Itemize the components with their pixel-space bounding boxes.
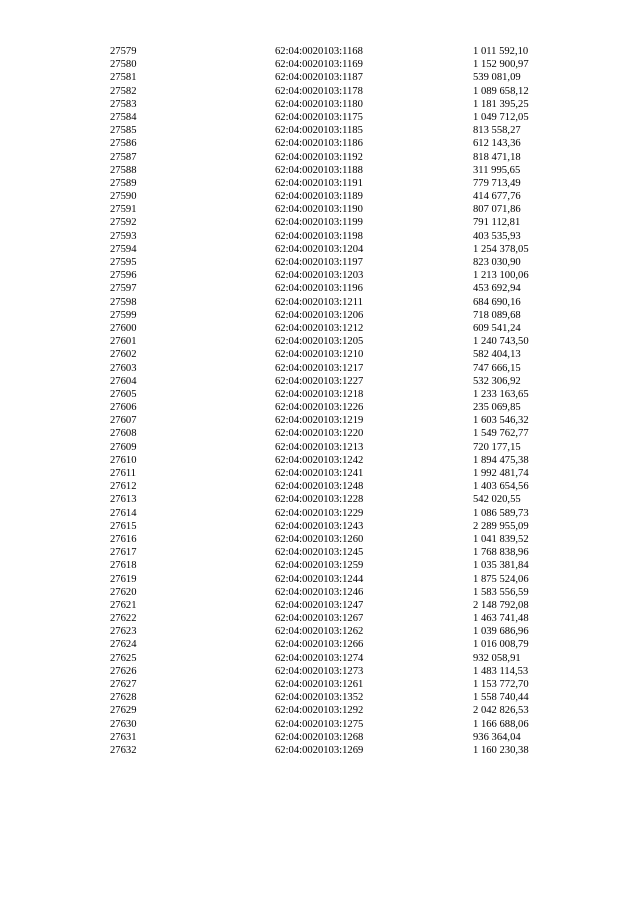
row-number: 27624 — [110, 639, 137, 651]
cadastral-number: 62:04:0020103:1266 — [275, 639, 364, 651]
cadastral-number: 62:04:0020103:1187 — [275, 72, 363, 84]
cadastral-value: 1 768 838,96 — [473, 547, 529, 559]
cadastral-number: 62:04:0020103:1247 — [275, 599, 364, 611]
row-number: 27616 — [110, 533, 137, 545]
table-row — [0, 652, 640, 665]
row-number: 27630 — [110, 718, 137, 730]
cadastral-value: 1 583 556,59 — [473, 586, 529, 598]
cadastral-value: 1 089 658,12 — [473, 85, 529, 97]
table-row — [0, 467, 640, 480]
cadastral-value: 1 992 481,74 — [473, 468, 529, 479]
cadastral-value: 720 177,15 — [473, 441, 521, 453]
cadastral-number: 62:04:0020103:1198 — [275, 230, 363, 242]
table-row — [0, 348, 640, 361]
cadastral-value: 1 463 741,48 — [473, 613, 529, 625]
table-row — [0, 507, 640, 520]
table-row — [0, 151, 640, 164]
cadastral-value: 1 549 762,77 — [473, 428, 529, 440]
cadastral-number: 62:04:0020103:1227 — [275, 375, 364, 387]
row-number: 27608 — [110, 428, 137, 440]
cadastral-number: 62:04:0020103:1241 — [275, 468, 364, 479]
cadastral-value: 932 058,91 — [473, 652, 521, 664]
row-number: 27626 — [110, 665, 137, 677]
cadastral-number: 62:04:0020103:1180 — [275, 98, 363, 110]
row-number: 27620 — [110, 586, 137, 598]
row-number: 27614 — [110, 507, 137, 519]
cadastral-value: 1 213 100,06 — [473, 270, 529, 282]
table-row — [0, 190, 640, 203]
table-row — [0, 98, 640, 111]
cadastral-number: 62:04:0020103:1199 — [275, 217, 363, 229]
row-number: 27623 — [110, 626, 137, 638]
cadastral-value: 813 558,27 — [473, 125, 521, 137]
cadastral-number: 62:04:0020103:1275 — [275, 718, 364, 730]
cadastral-number: 62:04:0020103:1206 — [275, 309, 364, 321]
row-number: 27603 — [110, 362, 137, 374]
cadastral-number: 62:04:0020103:1205 — [275, 336, 364, 348]
table-row — [0, 691, 640, 704]
cadastral-number: 62:04:0020103:1220 — [275, 428, 364, 440]
cadastral-number: 62:04:0020103:1262 — [275, 626, 364, 638]
row-number: 27594 — [110, 243, 137, 255]
row-number: 27589 — [110, 177, 137, 189]
cadastral-value: 539 081,09 — [473, 72, 521, 84]
cadastral-number: 62:04:0020103:1196 — [275, 283, 363, 295]
cadastral-value: 818 471,18 — [473, 151, 521, 163]
row-number: 27615 — [110, 520, 137, 532]
table-row — [0, 269, 640, 282]
table-row — [0, 203, 640, 216]
cadastral-value: 1 016 008,79 — [473, 639, 529, 651]
cadastral-value: 1 035 381,84 — [473, 560, 529, 572]
cadastral-number: 62:04:0020103:1211 — [275, 296, 363, 308]
table-row — [0, 493, 640, 506]
cadastral-value: 1 558 740,44 — [473, 692, 529, 704]
table-row — [0, 282, 640, 295]
cadastral-value: 453 692,94 — [473, 283, 521, 295]
cadastral-number: 62:04:0020103:1269 — [275, 744, 364, 756]
row-number: 27588 — [110, 164, 137, 176]
cadastral-number: 62:04:0020103:1217 — [275, 362, 364, 374]
table-row — [0, 612, 640, 625]
cadastral-number: 62:04:0020103:1191 — [275, 177, 363, 189]
table-row — [0, 375, 640, 388]
row-number: 27621 — [110, 599, 137, 611]
row-number: 27592 — [110, 217, 137, 229]
cadastral-number: 62:04:0020103:1189 — [275, 191, 363, 203]
row-number: 27610 — [110, 454, 137, 466]
cadastral-number: 62:04:0020103:1169 — [275, 59, 363, 71]
cadastral-value: 807 071,86 — [473, 204, 521, 216]
table-row — [0, 427, 640, 440]
table-row — [0, 480, 640, 493]
row-number: 27611 — [110, 468, 137, 479]
cadastral-value: 1 875 524,06 — [473, 573, 529, 585]
cadastral-number: 62:04:0020103:1168 — [275, 46, 363, 57]
table-row — [0, 45, 640, 58]
cadastral-value: 1 894 475,38 — [473, 454, 529, 466]
table-row — [0, 71, 640, 84]
row-number: 27584 — [110, 111, 137, 123]
row-number: 27613 — [110, 494, 137, 506]
row-number: 27625 — [110, 652, 137, 664]
cadastral-number: 62:04:0020103:1218 — [275, 388, 364, 400]
row-number: 27617 — [110, 547, 137, 559]
row-number: 27607 — [110, 415, 137, 427]
cadastral-value: 1 233 163,65 — [473, 388, 529, 400]
cadastral-value: 747 666,15 — [473, 362, 521, 374]
table-row — [0, 441, 640, 454]
cadastral-number: 62:04:0020103:1292 — [275, 705, 364, 717]
row-number: 27579 — [110, 46, 137, 57]
cadastral-value: 1 160 230,38 — [473, 744, 529, 756]
cadastral-number: 62:04:0020103:1268 — [275, 731, 364, 743]
row-number: 27600 — [110, 322, 137, 334]
cadastral-value: 1 152 900,97 — [473, 59, 529, 71]
cadastral-number: 62:04:0020103:1213 — [275, 441, 364, 453]
cadastral-value: 684 690,16 — [473, 296, 521, 308]
row-number: 27585 — [110, 125, 137, 137]
table-row — [0, 256, 640, 269]
cadastral-number: 62:04:0020103:1260 — [275, 533, 364, 545]
row-number: 27618 — [110, 560, 137, 572]
row-number: 27619 — [110, 573, 137, 585]
table-row — [0, 665, 640, 678]
row-number: 27586 — [110, 138, 137, 150]
row-number: 27595 — [110, 257, 137, 268]
cadastral-value: 1 403 654,56 — [473, 481, 529, 493]
table-row — [0, 573, 640, 586]
cadastral-number: 62:04:0020103:1244 — [275, 573, 364, 585]
cadastral-value: 1 011 592,10 — [473, 46, 529, 57]
cadastral-number: 62:04:0020103:1212 — [275, 322, 364, 334]
row-number: 27601 — [110, 336, 137, 348]
cadastral-value: 612 143,36 — [473, 138, 521, 150]
table-row — [0, 414, 640, 427]
table-row — [0, 401, 640, 414]
cadastral-number: 62:04:0020103:1190 — [275, 204, 363, 216]
cadastral-value: 1 483 114,53 — [473, 665, 529, 677]
row-number: 27604 — [110, 375, 137, 387]
table-row — [0, 137, 640, 150]
table-row — [0, 586, 640, 599]
table-row — [0, 388, 640, 401]
row-number: 27591 — [110, 204, 137, 216]
cadastral-number: 62:04:0020103:1188 — [275, 164, 363, 176]
row-number: 27582 — [110, 85, 137, 97]
cadastral-number: 62:04:0020103:1248 — [275, 481, 364, 493]
row-number: 27606 — [110, 402, 137, 414]
table-row — [0, 124, 640, 137]
row-number: 27622 — [110, 613, 137, 625]
cadastral-number: 62:04:0020103:1267 — [275, 613, 364, 625]
cadastral-number: 62:04:0020103:1352 — [275, 692, 364, 704]
cadastral-number: 62:04:0020103:1245 — [275, 547, 364, 559]
table-row — [0, 520, 640, 533]
cadastral-number: 62:04:0020103:1242 — [275, 454, 364, 466]
row-number: 27581 — [110, 72, 137, 84]
cadastral-number: 62:04:0020103:1203 — [275, 270, 364, 282]
cadastral-value: 403 535,93 — [473, 230, 521, 242]
cadastral-number: 62:04:0020103:1186 — [275, 138, 363, 150]
table-row — [0, 177, 640, 190]
row-number: 27631 — [110, 731, 137, 743]
table-row — [0, 718, 640, 731]
cadastral-value: 1 041 839,52 — [473, 533, 529, 545]
table-row — [0, 216, 640, 229]
row-number: 27599 — [110, 309, 137, 321]
cadastral-value: 823 030,90 — [473, 257, 521, 268]
cadastral-value: 2 289 955,09 — [473, 520, 529, 532]
row-number: 27609 — [110, 441, 137, 453]
cadastral-value: 235 069,85 — [473, 402, 521, 414]
cadastral-number: 62:04:0020103:1175 — [275, 111, 363, 123]
row-number: 27593 — [110, 230, 137, 242]
table-row — [0, 744, 640, 757]
table-row — [0, 559, 640, 572]
cadastral-number: 62:04:0020103:1246 — [275, 586, 364, 598]
cadastral-value: 609 541,24 — [473, 322, 521, 334]
cadastral-number: 62:04:0020103:1274 — [275, 652, 364, 664]
cadastral-number: 62:04:0020103:1229 — [275, 507, 364, 519]
cadastral-value: 1 254 378,05 — [473, 243, 529, 255]
cadastral-value: 2 042 826,53 — [473, 705, 529, 717]
table-row — [0, 296, 640, 309]
table-row — [0, 85, 640, 98]
cadastral-value: 779 713,49 — [473, 177, 521, 189]
table-row — [0, 533, 640, 546]
cadastral-number: 62:04:0020103:1273 — [275, 665, 364, 677]
cadastral-number: 62:04:0020103:1219 — [275, 415, 364, 427]
row-number: 27587 — [110, 151, 137, 163]
cadastral-number: 62:04:0020103:1197 — [275, 257, 363, 268]
row-number: 27580 — [110, 59, 137, 71]
cadastral-number: 62:04:0020103:1210 — [275, 349, 364, 361]
row-number: 27583 — [110, 98, 137, 110]
table-row — [0, 704, 640, 717]
table-row — [0, 731, 640, 744]
cadastral-value: 1 603 546,32 — [473, 415, 529, 427]
table-row — [0, 58, 640, 71]
cadastral-value: 718 089,68 — [473, 309, 521, 321]
row-number: 27629 — [110, 705, 137, 717]
table-row — [0, 164, 640, 177]
cadastral-number: 62:04:0020103:1243 — [275, 520, 364, 532]
table-row — [0, 625, 640, 638]
row-number: 27605 — [110, 388, 137, 400]
cadastral-value: 2 148 792,08 — [473, 599, 529, 611]
row-number: 27612 — [110, 481, 137, 493]
table-row — [0, 362, 640, 375]
table-row — [0, 322, 640, 335]
cadastral-value: 1 166 688,06 — [473, 718, 529, 730]
cadastral-number: 62:04:0020103:1192 — [275, 151, 363, 163]
cadastral-number: 62:04:0020103:1261 — [275, 679, 364, 690]
cadastral-table — [0, 45, 640, 757]
cadastral-value: 936 364,04 — [473, 731, 521, 743]
table-row — [0, 638, 640, 651]
row-number: 27628 — [110, 692, 137, 704]
row-number: 27598 — [110, 296, 137, 308]
table-row — [0, 309, 640, 322]
cadastral-value: 1 181 395,25 — [473, 98, 529, 110]
table-row — [0, 230, 640, 243]
cadastral-value: 582 404,13 — [473, 349, 521, 361]
cadastral-number: 62:04:0020103:1185 — [275, 125, 363, 137]
cadastral-value: 1 086 589,73 — [473, 507, 529, 519]
cadastral-value: 791 112,81 — [473, 217, 521, 229]
row-number: 27632 — [110, 744, 137, 756]
cadastral-value: 542 020,55 — [473, 494, 521, 506]
row-number: 27597 — [110, 283, 137, 295]
cadastral-value: 532 306,92 — [473, 375, 521, 387]
cadastral-value: 311 995,65 — [473, 164, 521, 176]
cadastral-value: 1 240 743,50 — [473, 336, 529, 348]
cadastral-number: 62:04:0020103:1226 — [275, 402, 364, 414]
row-number: 27627 — [110, 679, 137, 690]
cadastral-number: 62:04:0020103:1259 — [275, 560, 364, 572]
row-number: 27590 — [110, 191, 137, 203]
table-row — [0, 678, 640, 691]
cadastral-number: 62:04:0020103:1204 — [275, 243, 364, 255]
cadastral-number: 62:04:0020103:1178 — [275, 85, 363, 97]
table-row — [0, 111, 640, 124]
table-row — [0, 243, 640, 256]
cadastral-number: 62:04:0020103:1228 — [275, 494, 364, 506]
row-number: 27602 — [110, 349, 137, 361]
table-row — [0, 454, 640, 467]
table-row — [0, 335, 640, 348]
table-row — [0, 546, 640, 559]
cadastral-value: 1 049 712,05 — [473, 111, 529, 123]
cadastral-value: 414 677,76 — [473, 191, 521, 203]
table-row — [0, 599, 640, 612]
cadastral-value: 1 039 686,96 — [473, 626, 529, 638]
row-number: 27596 — [110, 270, 137, 282]
cadastral-value: 1 153 772,70 — [473, 679, 529, 690]
